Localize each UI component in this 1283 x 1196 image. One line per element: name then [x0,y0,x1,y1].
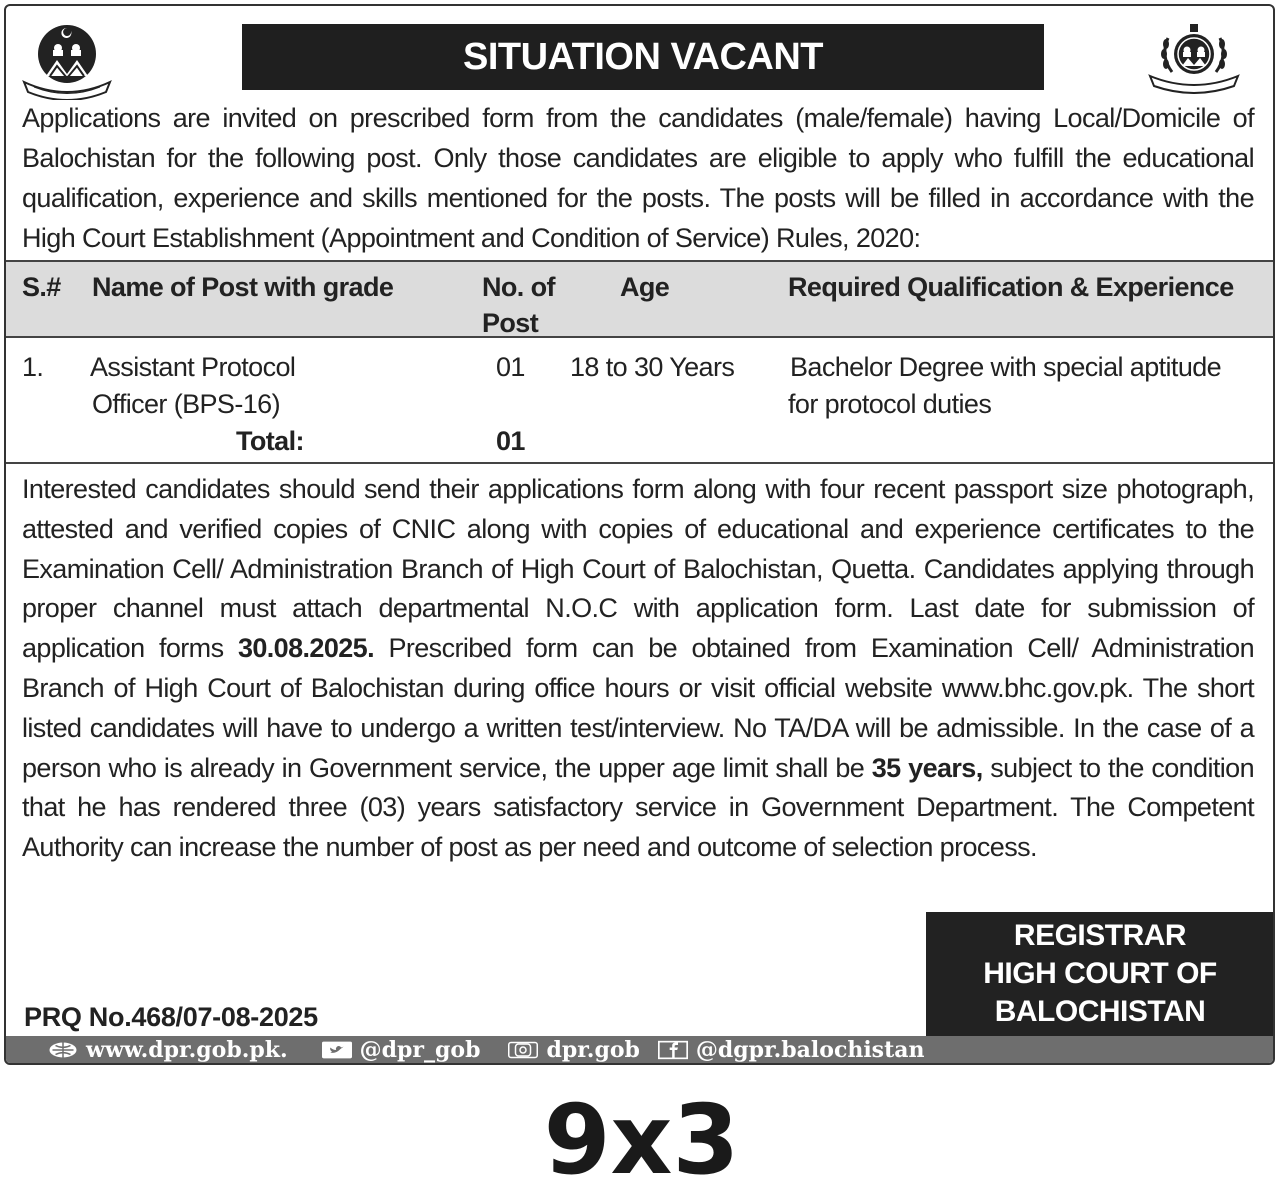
instagram-icon [508,1039,538,1061]
globe-icon [48,1039,78,1061]
row-qualification-line1: Bachelor Degree with special aptitude [790,352,1222,382]
header-no-of-post-line2: Post [482,308,539,338]
row-qualification-line2: for protocol duties [788,389,992,419]
header-qualification: Required Qualification & Experience [788,272,1234,302]
footer-instagram[interactable] [508,1037,639,1063]
age-limit: 35 years, [871,752,983,783]
twitter-icon [322,1039,352,1061]
header-sno: S.# [22,272,61,302]
instagram-handle: dpr.gob [546,1037,640,1063]
prq-number: PRQ No.468/07-08-2025 [24,1002,318,1032]
twitter-handle: @dpr_gob [359,1037,481,1063]
table-header [6,260,1273,338]
row-age: 18 to 30 Years [570,352,735,382]
high-court-logo [1146,20,1242,94]
header-age: Age [620,272,670,302]
signatory-line3: BALOCHISTAN [994,995,1206,1028]
last-date: 30.08.2025. [237,633,374,664]
total-value: 01 [496,426,525,456]
facebook-icon [658,1039,688,1061]
facebook-handle: @dgpr.balochistan [695,1037,925,1063]
social-footer [6,1036,1273,1064]
instructions-part1: Interested candidates should send their applications form along with four recent passport size photograph, attested and verified copies of CNIC along with copies of educational and experience certificates to the Examination Cell/ Administration Branch of High Court of Balochistan, Quetta. Candidates applying through proper channel must attach departmental N.O.C with application form. Last date for submission of application forms [22,474,1254,664]
advertisement-frame [4,4,1275,1065]
signatory-line1: REGISTRAR [1013,919,1187,952]
header-post: Name of Post with grade [92,272,394,302]
balochistan-government-logo [20,20,114,100]
footer-website[interactable] [48,1037,288,1063]
row-post-line1: Assistant Protocol [90,352,296,382]
header-no-of-post-line1: No. of [482,272,555,302]
row-post-line2: Officer (BPS-16) [92,389,280,419]
footer-facebook[interactable] [658,1037,925,1063]
footer-twitter[interactable] [322,1037,481,1063]
total-label: Total: [236,426,304,456]
page-title: SITUATION VACANT [462,35,823,78]
table-bottom-divider [6,462,1273,464]
title-banner [242,24,1044,90]
row-count: 01 [496,352,525,382]
intro-paragraph: Applications are invited on prescribed form from the candidates (male/female) having Local/Domicile of Balochistan for the following post. Only those candidates are eligible to apply who fulfill the educational qualification, experience and skills mentioned for the posts. The posts will be filled in accordance with the High Court Establishment (Appointment and Condition of Service) Rules, 2020: [22,103,1254,253]
row-sno: 1. [22,352,44,382]
signatory-block [926,912,1274,1036]
instructions-part2: Prescribed form can be obtained from Examination Cell/ Administration Branch of High Court of Balochistan during office hours or visit official website www.bhc.gov.pk. The short listed candidates will have to undergo a written test/interview. No TA/DA will be admissible. In the case of a person who is already in Government service, the upper age limit shall be [22,633,1254,783]
instructions-paragraph [22,470,1254,868]
instructions-part3: subject to the condition that he has rendered three (03) years satisfactory service in Government Department. The Competent Authority can increase the number of post as per need and outcome of selection process. [22,752,1254,863]
ad-size-label: 9x3 [543,1084,740,1196]
website-text: www.dpr.gob.pk. [86,1037,288,1063]
signatory-line2: HIGH COURT OF [983,957,1217,990]
